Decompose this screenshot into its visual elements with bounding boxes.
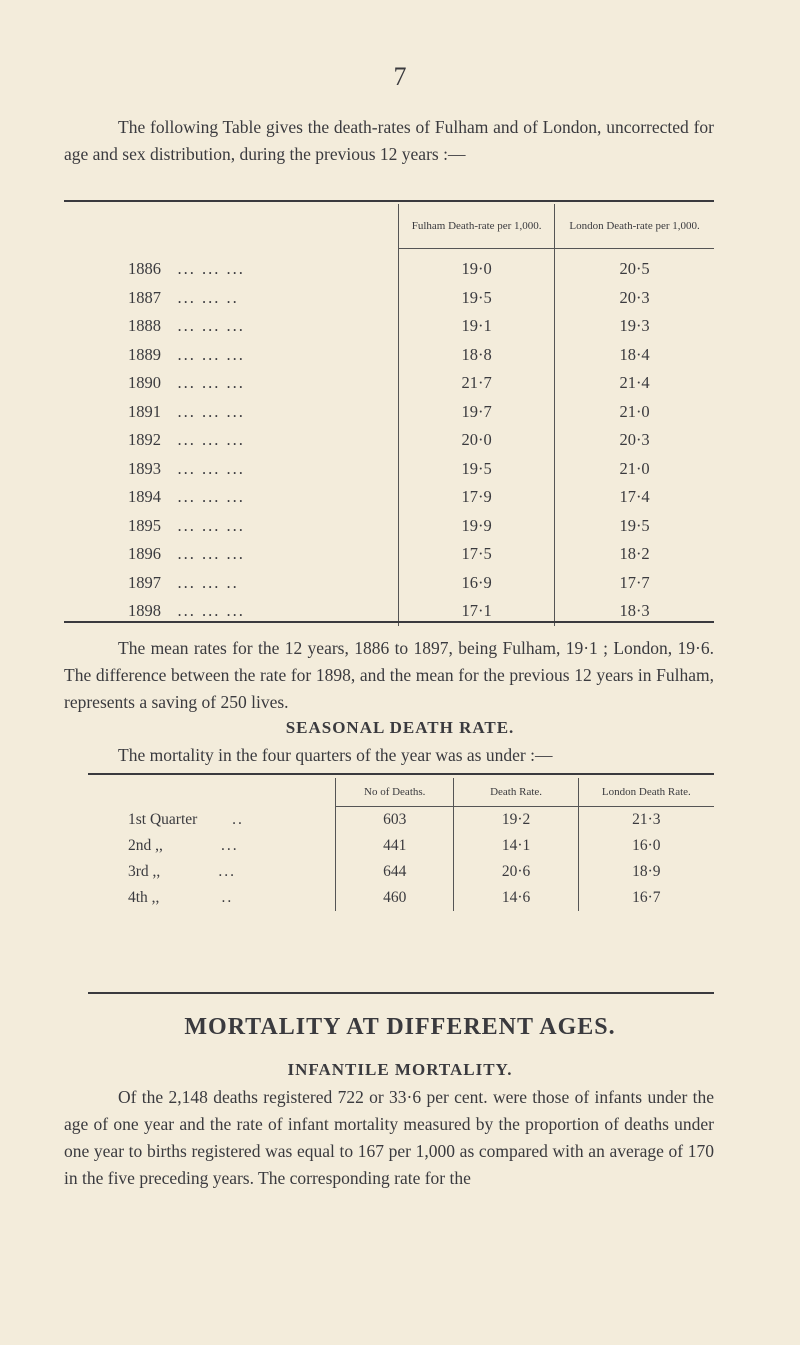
table1-header-year	[64, 204, 399, 249]
fulham-rate-cell: 18·8	[399, 341, 555, 370]
fulham-rate-cell: 19·5	[399, 455, 555, 484]
year-cell: 1897 ... ... ..	[128, 572, 239, 592]
london-rate-cell: 18·3	[555, 597, 714, 626]
table-row	[64, 369, 714, 398]
quarterly-mortality-table	[88, 778, 714, 911]
london-rate-cell: 19·3	[555, 312, 714, 341]
london-rate-cell: 18·2	[555, 540, 714, 569]
table-row	[64, 540, 714, 569]
london-rate-cell: 17·7	[555, 569, 714, 598]
table-row	[88, 885, 714, 911]
table1-header-fulham: Fulham Death-rate per 1,000.	[399, 204, 555, 249]
death-rate-cell: 19·2	[454, 807, 578, 834]
table-row	[64, 398, 714, 427]
fulham-rate-cell: 19·0	[399, 249, 555, 284]
london-rate-cell: 21·0	[555, 455, 714, 484]
infantile-heading: INFANTILE MORTALITY.	[287, 1060, 513, 1079]
table-row	[64, 426, 714, 455]
page-number: 7	[393, 62, 407, 91]
table2-header-death-rate: Death Rate.	[454, 778, 578, 807]
london-rate-cell: 18·4	[555, 341, 714, 370]
london-rate-cell: 20·5	[555, 249, 714, 284]
table1-top-rule	[64, 200, 714, 202]
fulham-rate-cell: 19·5	[399, 284, 555, 313]
table1-bottom-rule	[64, 621, 714, 623]
deaths-cell: 603	[336, 807, 454, 834]
death-rate-cell: 14·1	[454, 833, 578, 859]
fulham-rate-cell: 19·9	[399, 512, 555, 541]
table2-header-london-rate: London Death Rate.	[578, 778, 714, 807]
fulham-rate-cell: 17·5	[399, 540, 555, 569]
mean-rates-paragraph: The mean rates for the 12 years, 1886 to 1897, being Fulham, 19·1 ; London, 19·6. The difference between the rate for 1898, and the mean for the previous 12 years in Fulham, represents a saving of 250 lives.	[64, 638, 714, 712]
year-cell: 1896 ... ... ...	[128, 544, 245, 564]
year-cell: 1891 ... ... ...	[128, 401, 245, 421]
deaths-cell: 460	[336, 885, 454, 911]
year-cell: 1886 ... ... ...	[128, 259, 245, 278]
year-cell: 1887 ... ... ..	[128, 287, 239, 307]
deaths-cell: 441	[336, 833, 454, 859]
quarter-cell: 2nd ,, ...	[128, 837, 239, 854]
year-cell: 1889 ... ... ...	[128, 344, 245, 364]
london-rate-cell: 19·5	[555, 512, 714, 541]
table-row	[64, 284, 714, 313]
fulham-rate-cell: 21·7	[399, 369, 555, 398]
london-rate-cell: 20·3	[555, 284, 714, 313]
london-rate-cell: 21·3	[578, 807, 714, 834]
table-row	[64, 483, 714, 512]
london-rate-cell: 16·0	[578, 833, 714, 859]
fulham-rate-cell: 16·9	[399, 569, 555, 598]
death-rate-cell: 20·6	[454, 859, 578, 885]
deaths-cell: 644	[336, 859, 454, 885]
table2-header-row	[88, 778, 714, 807]
table-row	[64, 512, 714, 541]
year-cell: 1888 ... ... ...	[128, 316, 245, 336]
fulham-rate-cell: 17·1	[399, 597, 555, 626]
year-cell: 1898 ... ... ...	[128, 601, 245, 621]
quarter-cell: 4th ,, ..	[128, 889, 234, 906]
fulham-rate-cell: 19·1	[399, 312, 555, 341]
quarter-cell: 1st Quarter ..	[128, 810, 244, 828]
quarter-cell: 3rd ,, ...	[128, 863, 237, 880]
table-row	[64, 569, 714, 598]
fulham-rate-cell: 17·9	[399, 483, 555, 512]
london-rate-cell: 21·4	[555, 369, 714, 398]
london-rate-cell: 17·4	[555, 483, 714, 512]
fulham-rate-cell: 20·0	[399, 426, 555, 455]
seasonal-heading: SEASONAL DEATH RATE.	[285, 718, 515, 737]
london-rate-cell: 18·9	[578, 859, 714, 885]
fulham-rate-cell: 19·7	[399, 398, 555, 427]
london-rate-cell: 21·0	[555, 398, 714, 427]
intro-paragraph: The following Table gives the death-rates of Fulham and of London, uncorrected for age and sex distribution, during the previous 12 years :—	[64, 117, 714, 164]
infantile-paragraph: Of the 2,148 deaths registered 722 or 33·6 per cent. were those of infants under the age of one year and the rate of infant mortality measured by the proportion of deaths under one year to births registered was equal to 167 per 1,000 as compared with an average of 170 in the five preceding years. The corresponding rate for the	[64, 1087, 714, 1188]
year-cell: 1893 ... ... ...	[128, 458, 245, 478]
death-rates-table	[64, 204, 714, 626]
death-rate-cell: 14·6	[454, 885, 578, 911]
table-row	[64, 249, 714, 284]
table2-top-rule	[88, 773, 714, 775]
table2-header-deaths: No of Deaths.	[336, 778, 454, 807]
table-row	[88, 833, 714, 859]
year-cell: 1892 ... ... ...	[128, 430, 245, 450]
table-row	[88, 807, 714, 834]
table2-bottom-rule	[88, 992, 714, 994]
table-row	[64, 341, 714, 370]
year-cell: 1890 ... ... ...	[128, 373, 245, 393]
table1-header-row	[64, 204, 714, 249]
year-cell: 1895 ... ... ...	[128, 515, 245, 535]
table-row	[88, 859, 714, 885]
london-rate-cell: 16·7	[578, 885, 714, 911]
table2-header-quarter	[88, 778, 336, 807]
london-rate-cell: 20·3	[555, 426, 714, 455]
table1-header-london: London Death-rate per 1,000.	[555, 204, 714, 249]
year-cell: 1894 ... ... ...	[128, 487, 245, 507]
mortality-heading: MORTALITY AT DIFFERENT AGES.	[184, 1014, 616, 1040]
table-row	[64, 312, 714, 341]
seasonal-intro: The mortality in the four quarters of the year was as under :—	[118, 745, 553, 765]
table-row	[64, 455, 714, 484]
